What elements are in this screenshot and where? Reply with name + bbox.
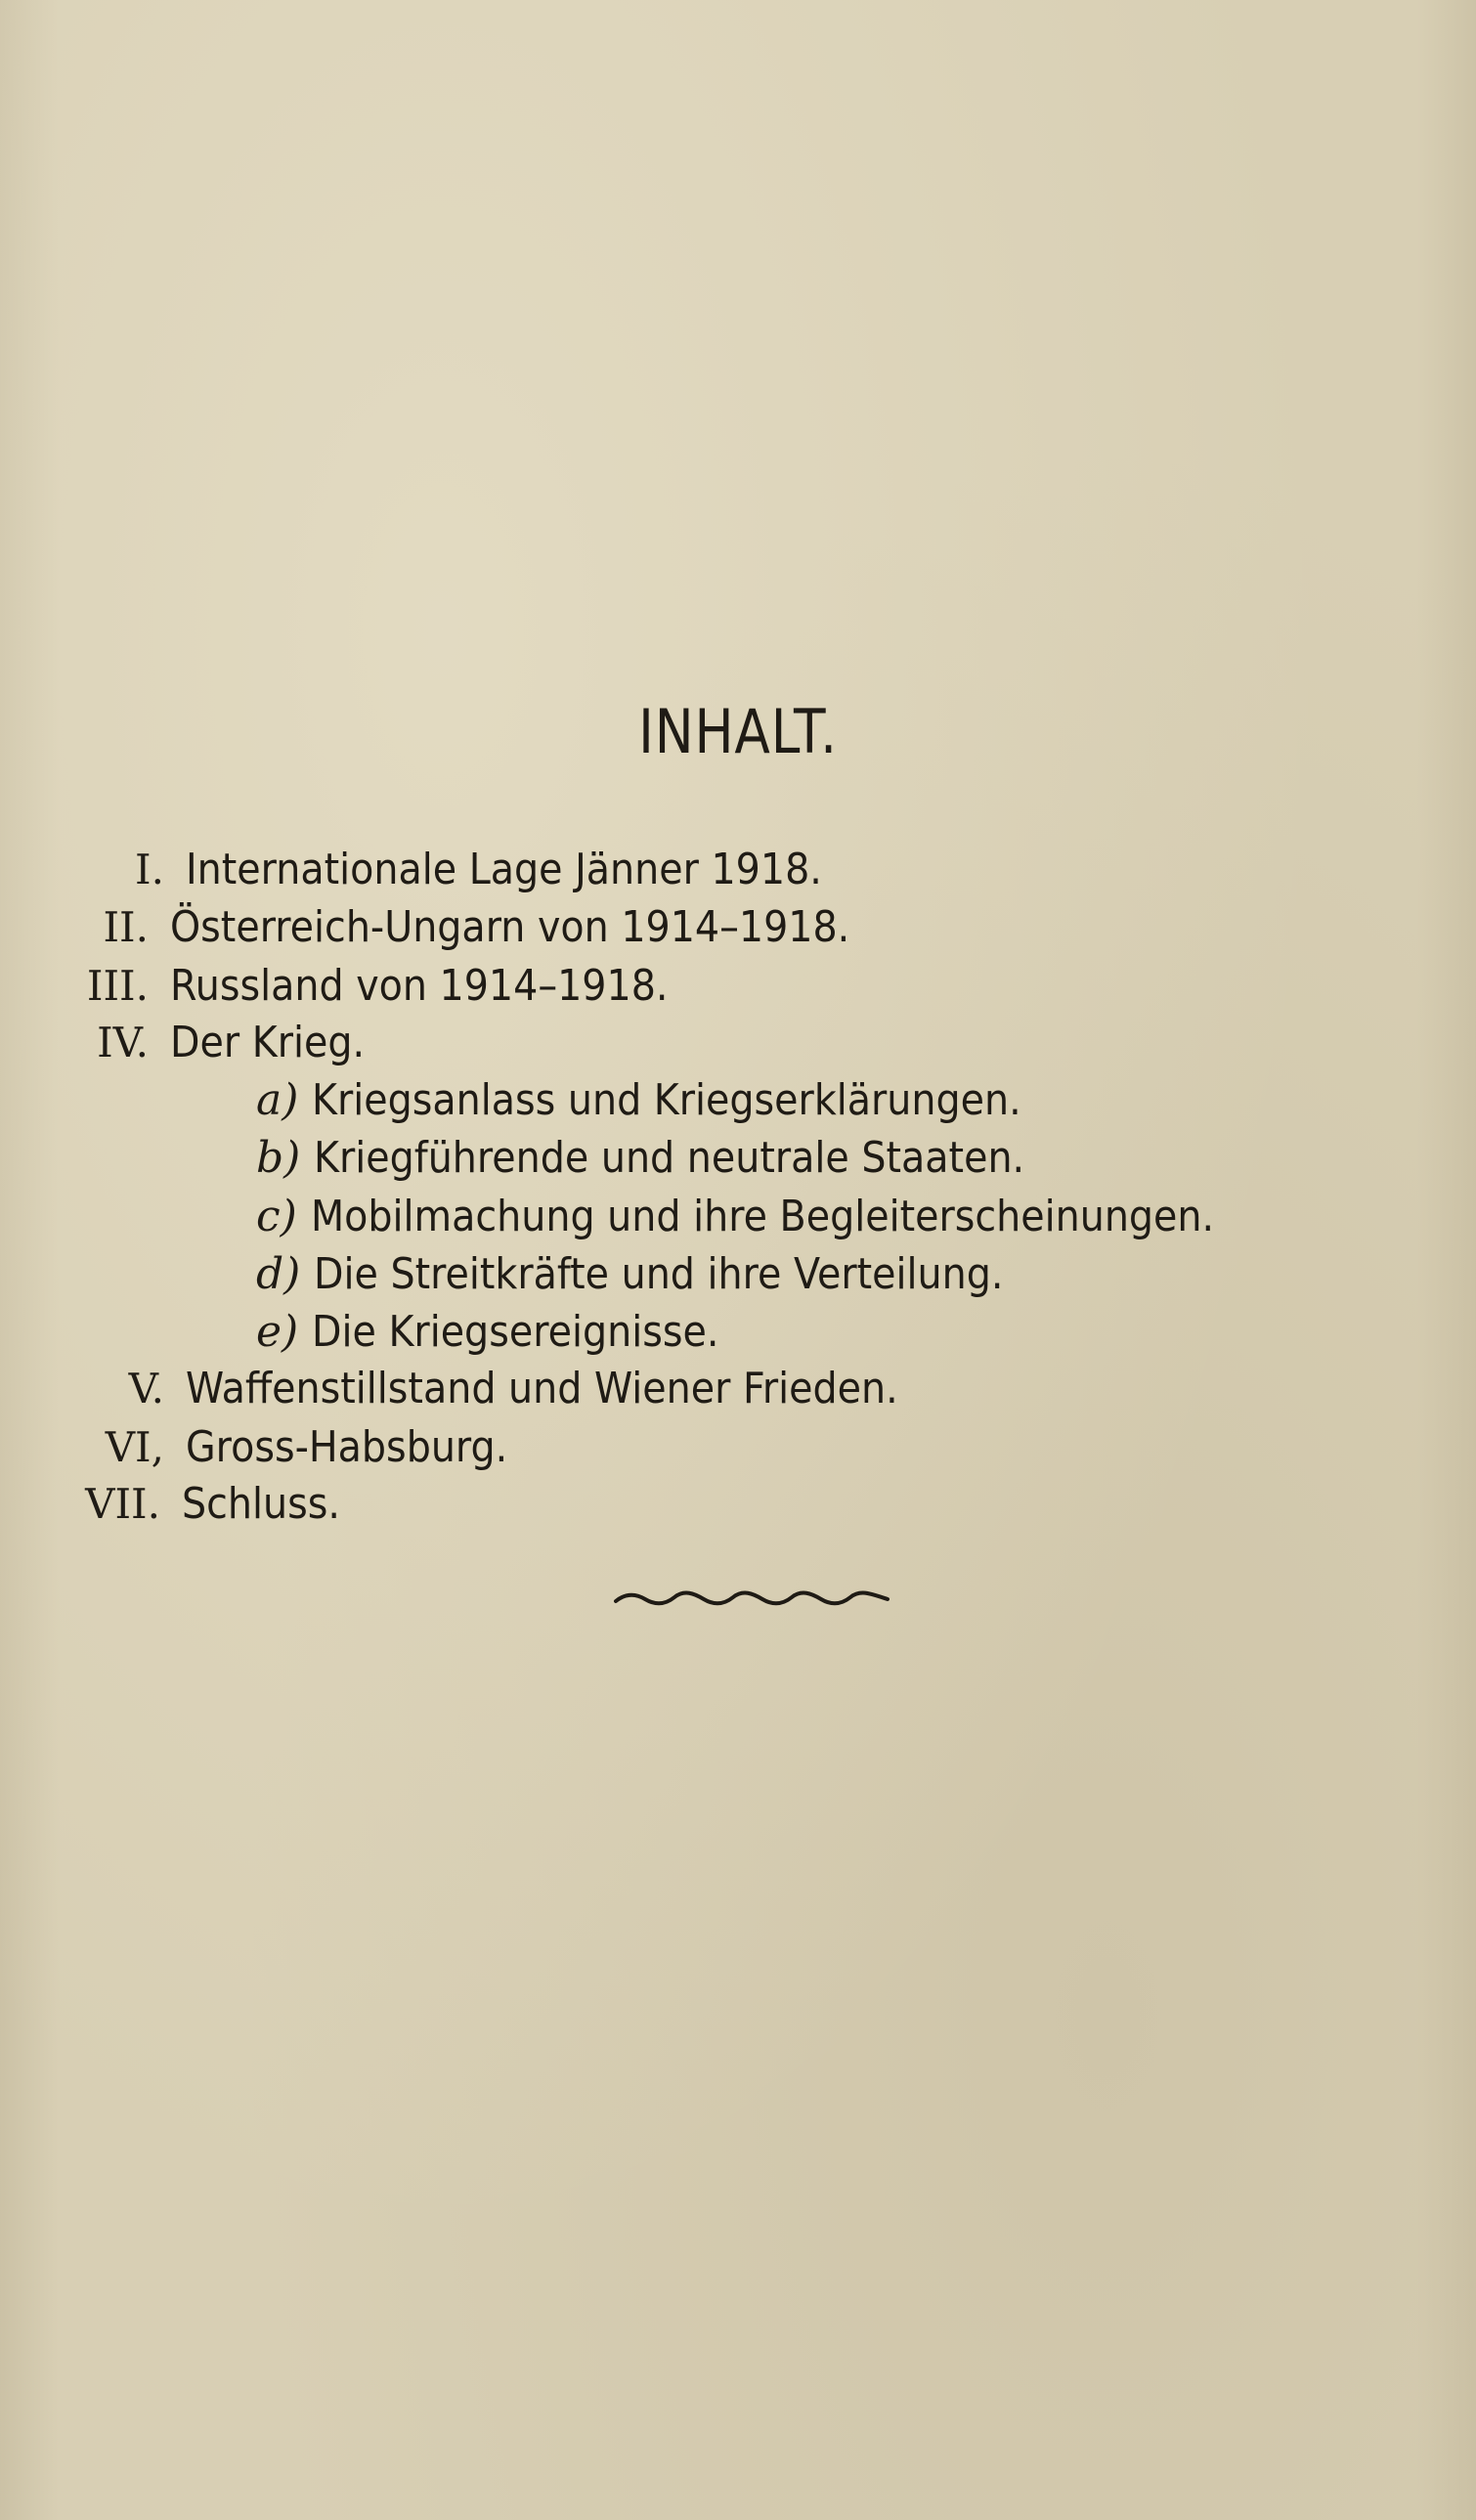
toc-subentry-c	[256, 1188, 1315, 1246]
toc-entry-text: Gross-Habsburg.	[186, 1422, 508, 1472]
toc-entry-number: VI,	[105, 1423, 164, 1471]
toc-entry-number: II.	[103, 903, 149, 951]
toc-entry-number: VII.	[85, 1480, 160, 1528]
toc-entry-text: Waffenstillstand und Wiener Frieden.	[186, 1364, 898, 1413]
toc-entry-number: III.	[86, 962, 149, 1010]
toc-entry-text: Internationale Lage Jänner 1918.	[186, 845, 822, 894]
subentry-letter: b)	[256, 1133, 301, 1183]
toc-entry-5	[128, 1360, 977, 1418]
subentry-letter: e)	[256, 1307, 299, 1357]
page-title: INHALT.	[638, 696, 838, 767]
subentry-letter: c)	[256, 1192, 297, 1241]
subentry-text: Mobilmachung und ihre Begleiterscheinungen.	[310, 1192, 1214, 1241]
toc-subentry-e	[256, 1303, 764, 1362]
toc-subentry-d	[256, 1245, 1080, 1304]
toc-entry-4	[97, 1014, 386, 1072]
wavy-divider-ornament	[614, 1589, 890, 1609]
subentry-text: Kriegführende und neutrale Staaten.	[314, 1133, 1025, 1183]
toc-entry-text: Der Krieg.	[170, 1018, 366, 1067]
toc-entry-text: Österreich-Ungarn von 1914–1918.	[170, 902, 850, 952]
toc-entry-7	[85, 1475, 358, 1534]
subentry-letter: a)	[256, 1075, 299, 1125]
subentry-text: Die Streitkräfte und ihre Verteilung.	[314, 1249, 1004, 1299]
toc-subentry-a	[256, 1071, 1101, 1130]
subentry-text: Die Kriegsereignisse.	[312, 1307, 719, 1357]
toc-entry-number: V.	[128, 1365, 164, 1412]
subentry-letter: d)	[256, 1249, 301, 1299]
toc-entry-number: IV.	[97, 1019, 149, 1066]
toc-entry-6	[105, 1418, 543, 1477]
toc-entry-number: I.	[135, 846, 164, 893]
toc-subentry-b	[256, 1129, 1104, 1188]
toc-entry-1	[135, 841, 892, 899]
toc-entry-text: Russland von 1914–1918.	[170, 961, 669, 1011]
toc-entry-text: Schluss.	[182, 1479, 340, 1529]
toc-entry-2	[103, 898, 926, 957]
subentry-text: Kriegsanlass und Kriegserklärungen.	[312, 1075, 1022, 1125]
toc-entry-3	[86, 957, 723, 1016]
